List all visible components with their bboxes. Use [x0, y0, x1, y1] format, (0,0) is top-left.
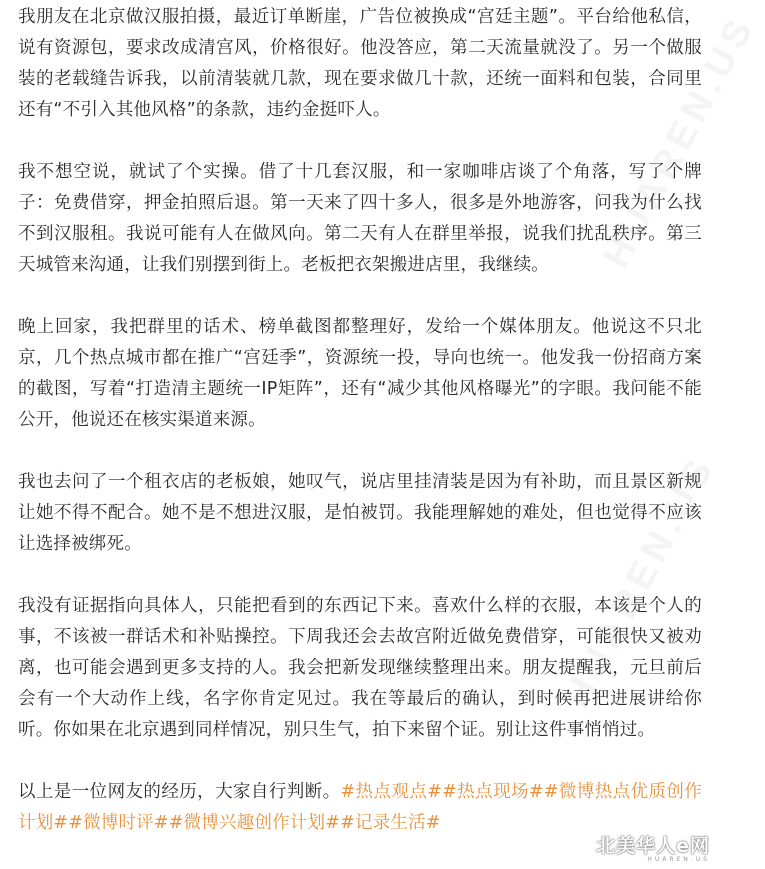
hashtag-link[interactable]: #热点现场#	[442, 782, 544, 802]
closing-text: 以上是一位网友的经历，大家自行判断。	[18, 782, 341, 802]
watermark: HUAREN.US	[555, 447, 724, 715]
paragraph: 我朋友在北京做汉服拍摄，最近订单断崖，广告位被换成“宫廷主题”。平台给他私信，说有资源包，要求改成清宫风，价格很好。他没答应，第二天流量就没了。另一个做服装的老载缝告诉我，以前清装就几款，现在要求做几十款，还统一面料和包装，合同里还有“不引入其他风格”的条款，违约金挺吓人。	[18, 7, 702, 120]
site-logo-domain: HUAREN.US	[647, 856, 710, 863]
hashtag-link[interactable]: #微博兴趣创作计划#	[168, 813, 341, 833]
hashtag-link[interactable]: #微博时评#	[68, 813, 169, 833]
paragraph: 我没有证据指向具体人，只能把看到的东西记下来。喜欢什么样的衣服，本该是个人的事，不该被一群话术和补贴操控。下周我还会去故宫附近做免费借穿，可能很快又被劝离，也可能会遇到更多支持的人。我会把新发现继续整理出来。朋友提醒我，元旦前后会有一个大动作上线，名字你肯定见过。我在等最后的确认，到时候再把进展讲给你听。你如果在北京遇到同样情况，别只生气，拍下来留个证。别让这件事悄悄过。	[18, 596, 702, 740]
paragraph: 我也去问了一个租衣店的老板娘，她叹气，说店里挂清装是因为有补助，而且景区新规让她不得不配合。她不是不想进汉服，是怕被罚。我能理解她的难处，但也觉得不应该让选择被绑死。	[18, 472, 702, 554]
closing-paragraph	[18, 777, 702, 839]
site-logo-name: 北美华人e网	[596, 835, 710, 857]
post-body	[18, 2, 702, 839]
site-logo	[596, 831, 710, 863]
watermark: HUAREN.US	[595, 7, 764, 275]
hashtag-link[interactable]: #记录生活#	[340, 813, 441, 833]
paragraph: 晚上回家，我把群里的话术、榜单截图都整理好，发给一个媒体朋友。他说这不只北京，几个热点城市都在推广“宫廷季”，资源统一投，导向也统一。他发我一份招商方案的截图，写着“打造清主题统一IP矩阵”，还有“减少其他风格曝光”的字眼。我问能不能公开，他说还在核实渠道来源。	[18, 317, 702, 430]
paragraph: 我不想空说，就试了个实操。借了十几套汉服，和一家咖啡店谈了个角落，写了个牌子：免费借穿，押金拍照后退。第一天来了四十多人，很多是外地游客，问我为什么找不到汉服租。我说可能有人在做风向。第二天有人在群里举报，说我们扰乱秩序。第三天城管来沟通，让我们别摆到街上。老板把衣架搬进店里，我继续。	[18, 162, 702, 275]
hashtag-link[interactable]: #微博热点优质创作计划#	[18, 782, 702, 833]
hashtag-link[interactable]: #热点观点#	[340, 782, 443, 802]
